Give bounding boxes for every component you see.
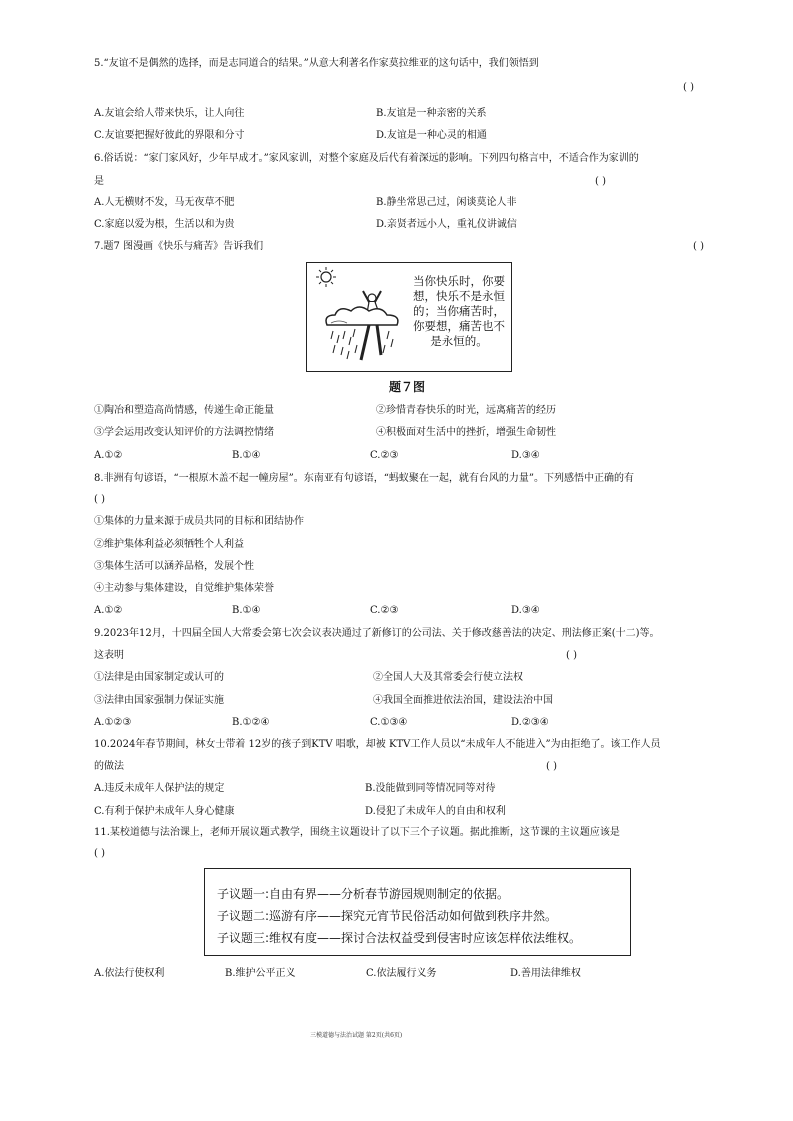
q6-option-d: D.亲贤者远小人，重礼仪讲诚信 (376, 219, 517, 230)
q9-stem-cont: 这表明 (94, 650, 124, 661)
q7-answer-paren: ( ) (693, 241, 704, 252)
q7-option-c: C.②③ (370, 450, 399, 461)
q11-option-c: C.依法履行义务 (366, 968, 437, 979)
q7-option-a: A.①② (94, 450, 123, 461)
q7-statement-2: ②珍惜青春快乐的时光，远离痛苦的经历 (376, 405, 556, 416)
q5-option-a: A.友谊会给人带来快乐，让人向往 (94, 108, 245, 119)
q8-option-d: D.③④ (511, 605, 540, 616)
q9-option-d: D.②③④ (511, 717, 549, 728)
q10-answer-paren: ( ) (546, 761, 557, 772)
q9-statement-4: ④我国全面推进依法治国，建设法治中国 (373, 695, 553, 706)
q7-statement-3: ③学会运用改变认知评价的方法调控情绪 (94, 427, 274, 438)
q7-statement-4: ④积极面对生活中的挫折，增强生命韧性 (376, 427, 556, 438)
figure-caption: 题７图 (389, 380, 426, 394)
q10-stem-cont: 的做法 (94, 761, 124, 772)
cartoon-figure (306, 262, 512, 372)
q10-option-a: A.违反未成年人保护法的规定 (94, 783, 225, 794)
cartoon-caption-text: 当你快乐时，你要想，快乐不是永恒的；当你痛苦时，你要想，痛苦也不是永恒的。 (413, 274, 505, 348)
q8-statement-3: ③集体生活可以涵养品格，发展个性 (94, 561, 254, 572)
q6-stem-cont: 是 (94, 176, 104, 187)
q7-statement-1: ①陶冶和塑造高尚情感，传递生命正能量 (94, 405, 274, 416)
sub-topic-1: 子议题一:自由有界——分析春节游园规则制定的依据。 (217, 887, 510, 901)
q6-answer-paren: ( ) (595, 176, 606, 187)
q8-option-c: C.②③ (370, 605, 399, 616)
q11-answer-paren: ( ) (94, 848, 105, 859)
q9-option-c: C.①③④ (370, 717, 408, 728)
q7-option-d: D.③④ (511, 450, 540, 461)
q8-stem: 8.非洲有句谚语，“一根原木盖不起一幢房屋”。东南亚有句谚语，“蚂蚁聚在一起，就有台风的力量”。下列感悟中正确的有 (94, 473, 634, 484)
q8-statement-1: ①集体的力量来源于成员共同的目标和团结协作 (94, 516, 304, 527)
sub-topic-3: 子议题三:维权有度——探讨合法权益受到侵害时应该怎样依法维权。 (217, 931, 582, 945)
q8-option-a: A.①② (94, 605, 123, 616)
q11-option-b: B.维护公平正义 (225, 968, 296, 979)
q7-stem: 7.题7 图漫画《快乐与痛苦》告诉我们 (94, 241, 264, 252)
q10-option-b: B.没能做到同等情况同等对待 (365, 783, 496, 794)
q5-option-c: C.友谊要把握好彼此的界限和分寸 (94, 130, 245, 141)
q9-statement-2: ②全国人大及其常委会行使立法权 (373, 672, 523, 683)
q8-statement-4: ④主动参与集体建设，自觉维护集体荣誉 (94, 583, 274, 594)
page-footer: 三模道德与法治试题 第2页(共6页) (310, 1032, 403, 1039)
q9-answer-paren: ( ) (566, 650, 577, 661)
q9-statement-3: ③法律由国家强制力保证实施 (94, 695, 224, 706)
q6-option-c: C.家庭以爱为根，生活以和为贵 (94, 219, 235, 230)
sub-topic-2: 子议题二:巡游有序——探究元宵节民俗活动如何做到秩序井然。 (217, 909, 558, 923)
sub-topic-box (204, 868, 631, 956)
q5-option-b: B.友谊是一种亲密的关系 (376, 108, 487, 119)
q8-statement-2: ②维护集体利益必须牺牲个人利益 (94, 539, 244, 550)
q5-option-d: D.友谊是一种心灵的相通 (376, 130, 487, 141)
q5-stem: 5.“友谊不是偶然的选择，而是志同道合的结果。”从意大利著名作家莫拉维亚的这句话中，我们领悟到 (94, 58, 539, 69)
q9-stem: 9.2023年12月，十四届全国人大常委会第七次会议表决通过了新修订的公司法、关于修改慈善法的决定、刑法修正案(十二)等。 (94, 628, 660, 639)
q6-option-b: B.静坐常思己过，闲谈莫论人非 (376, 197, 517, 208)
q8-option-b: B.①④ (232, 605, 261, 616)
q10-option-c: C.有利于保护未成年人身心健康 (94, 806, 235, 817)
q9-option-b: B.①②④ (232, 717, 270, 728)
q9-option-a: A.①②③ (94, 717, 132, 728)
q10-option-d: D.侵犯了未成年人的自由和权利 (365, 806, 506, 817)
q11-option-d: D.善用法律维权 (510, 968, 581, 979)
q11-option-a: A.依法行使权利 (94, 968, 165, 979)
q8-answer-paren: ( ) (94, 494, 105, 505)
q5-answer-paren: ( ) (683, 82, 694, 93)
cartoon-illustration (309, 265, 409, 371)
q7-option-b: B.①④ (232, 450, 261, 461)
q9-statement-1: ①法律是由国家制定或认可的 (94, 672, 224, 683)
q10-stem: 10.2024年春节期间，林女士带着 12岁的孩子到KTV 唱歌，却被 KTV工作人员以“未成年人不能进入”为由拒绝了。该工作人员 (94, 739, 661, 750)
q6-option-a: A.人无横财不发，马无夜草不肥 (94, 197, 235, 208)
q6-stem: 6.俗话说：“家门家风好，少年早成才。”家风家训，对整个家庭及后代有着深远的影响。下列四句格言中，不适合作为家训的 (94, 153, 639, 164)
q11-stem: 11.某校道德与法治课上，老师开展议题式教学，围绕主议题设计了以下三个子议题。据此推断，这节课的主议题应该是 (94, 827, 620, 838)
